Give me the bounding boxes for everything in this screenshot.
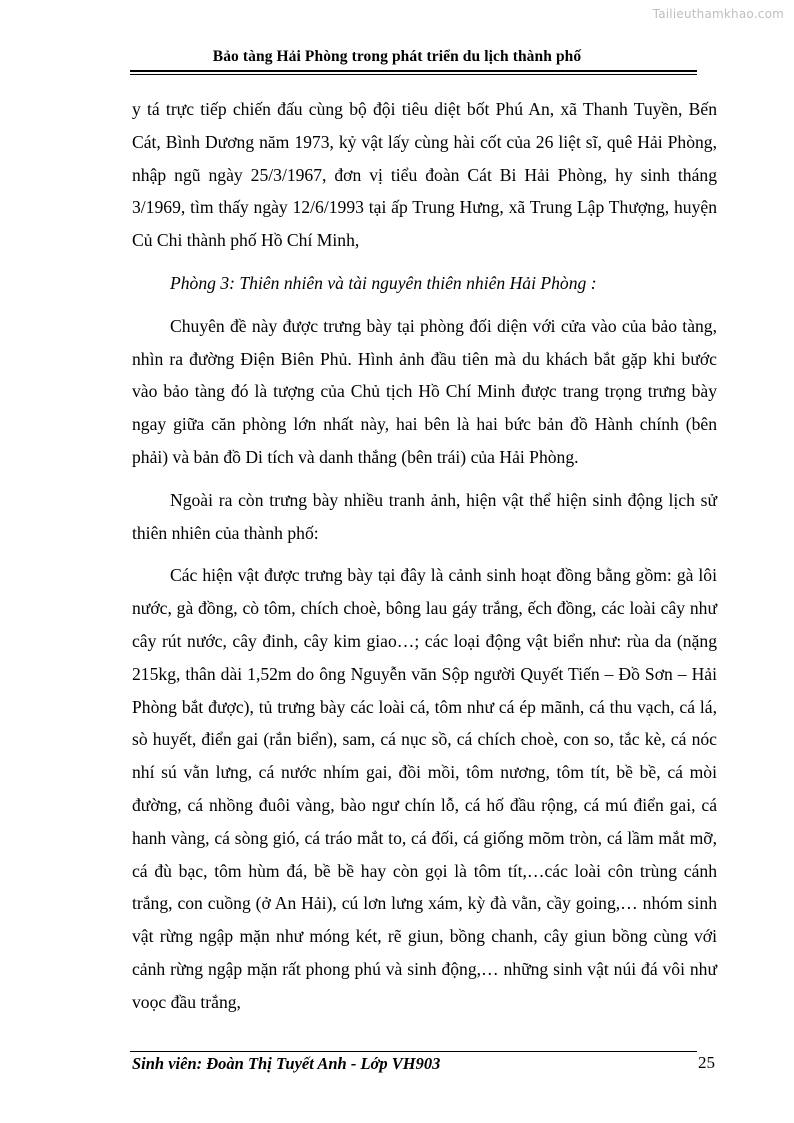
body-paragraph: Các hiện vật được trưng bày tại đây là cảnh sinh hoạt đồng bằng gồm: gà lôi nước, gà đồng, cò tôm, chích choè, bông lau gáy trắng, ếch đồng, các loài cây như cây rút nước, cây đinh, cây kim giao…; các loại động vật biển như: rùa da (nặng 215kg, thân dài 1,52m do ông Nguyễn văn Sộp người Quyết Tiến – Đồ Sơn – Hải Phòng bắt được), tủ trưng bày các loài cá, tôm như cá ép mãnh, cá thu vạch, cá lá, sò huyết, điển gai (rắn biển), sam, cá nục sồ, cá chích choè, con so, tắc kè, cá nóc nhí sú vằn lưng, cá nước nhím gai, đồi mồi, tôm nương, tôm tít, bề bề, cá mòi đường, cá nhồng đuôi vàng, bào ngư chín lỗ, cá hố đầu rộng, cá mú điển gai, cá hanh vàng, cá sòng gió, cá tráo mắt to, cá đối, cá giống mõm tròn, cá lầm mắt mỡ, cá đù bạc, tôm hùm đá, bề bề hay còn gọi là tôm tít,…các loài côn trùng cánh trắng, con cuồng (ở An Hải), cú lơn lưng xám, kỳ đà vằn, cầy going,… nhóm sinh vật rừng ngập mặn như móng két, rẽ giun, bồng chanh, cây giun bồng cùng với cảnh rừng ngập mặn rất phong phú và sinh động,… những sinh vật núi đá vôi như voọc đầu trắng, [132,565,717,1012]
body-paragraph: y tá trực tiếp chiến đấu cùng bộ đội tiêu diệt bốt Phú An, xã Thanh Tuyền, Bến Cát, Bình Dương năm 1973, kỷ vật lấy cùng hài cốt của 26 liệt sĩ, quê Hải Phòng, nhập ngũ ngày 25/3/1967, đơn vị tiểu đoàn Cát Bi Hải Phòng, hy sinh tháng 3/1969, tìm thấy ngày 12/6/1993 tại ấp Trung Hưng, xã Trung Lập Thượng, huyện Củ Chi thành phố Hồ Chí Minh, [132,99,717,251]
body-paragraph: Ngoài ra còn trưng bày nhiều tranh ảnh, hiện vật thể hiện sinh động lịch sử thiên nhiên của thành phố: [132,489,717,543]
watermark-text: Tailieuthamkhao.com [652,7,784,21]
section-heading: Phòng 3: Thiên nhiên và tài nguyên thiên nhiên Hải Phòng : [170,272,597,293]
header-divider [130,70,697,75]
footer-divider [130,1051,697,1052]
page-header-title: Bảo tàng Hải Phòng trong phát triển du lịch thành phố [212,48,582,65]
body-paragraph: Chuyên đề này được trưng bày tại phòng đối diện với cửa vào của bảo tàng, nhìn ra đường Điện Biên Phủ. Hình ảnh đầu tiên mà du khách bắt gặp khi bước vào bảo tàng đó là tượng của Chủ tịch Hồ Chí Minh được trang trọng trưng bày ngay giữa căn phòng lớn nhất này, hai bên là hai bức bản đồ Hành chính (bên phải) và bản đồ Di tích và danh thắng (bên trái) của Hải Phòng. [132,315,717,467]
footer-student-info: Sinh viên: Đoàn Thị Tuyết Anh - Lớp VH903 [132,1054,441,1073]
page-number: 25 [698,1053,715,1072]
document-body [132,93,717,1029]
